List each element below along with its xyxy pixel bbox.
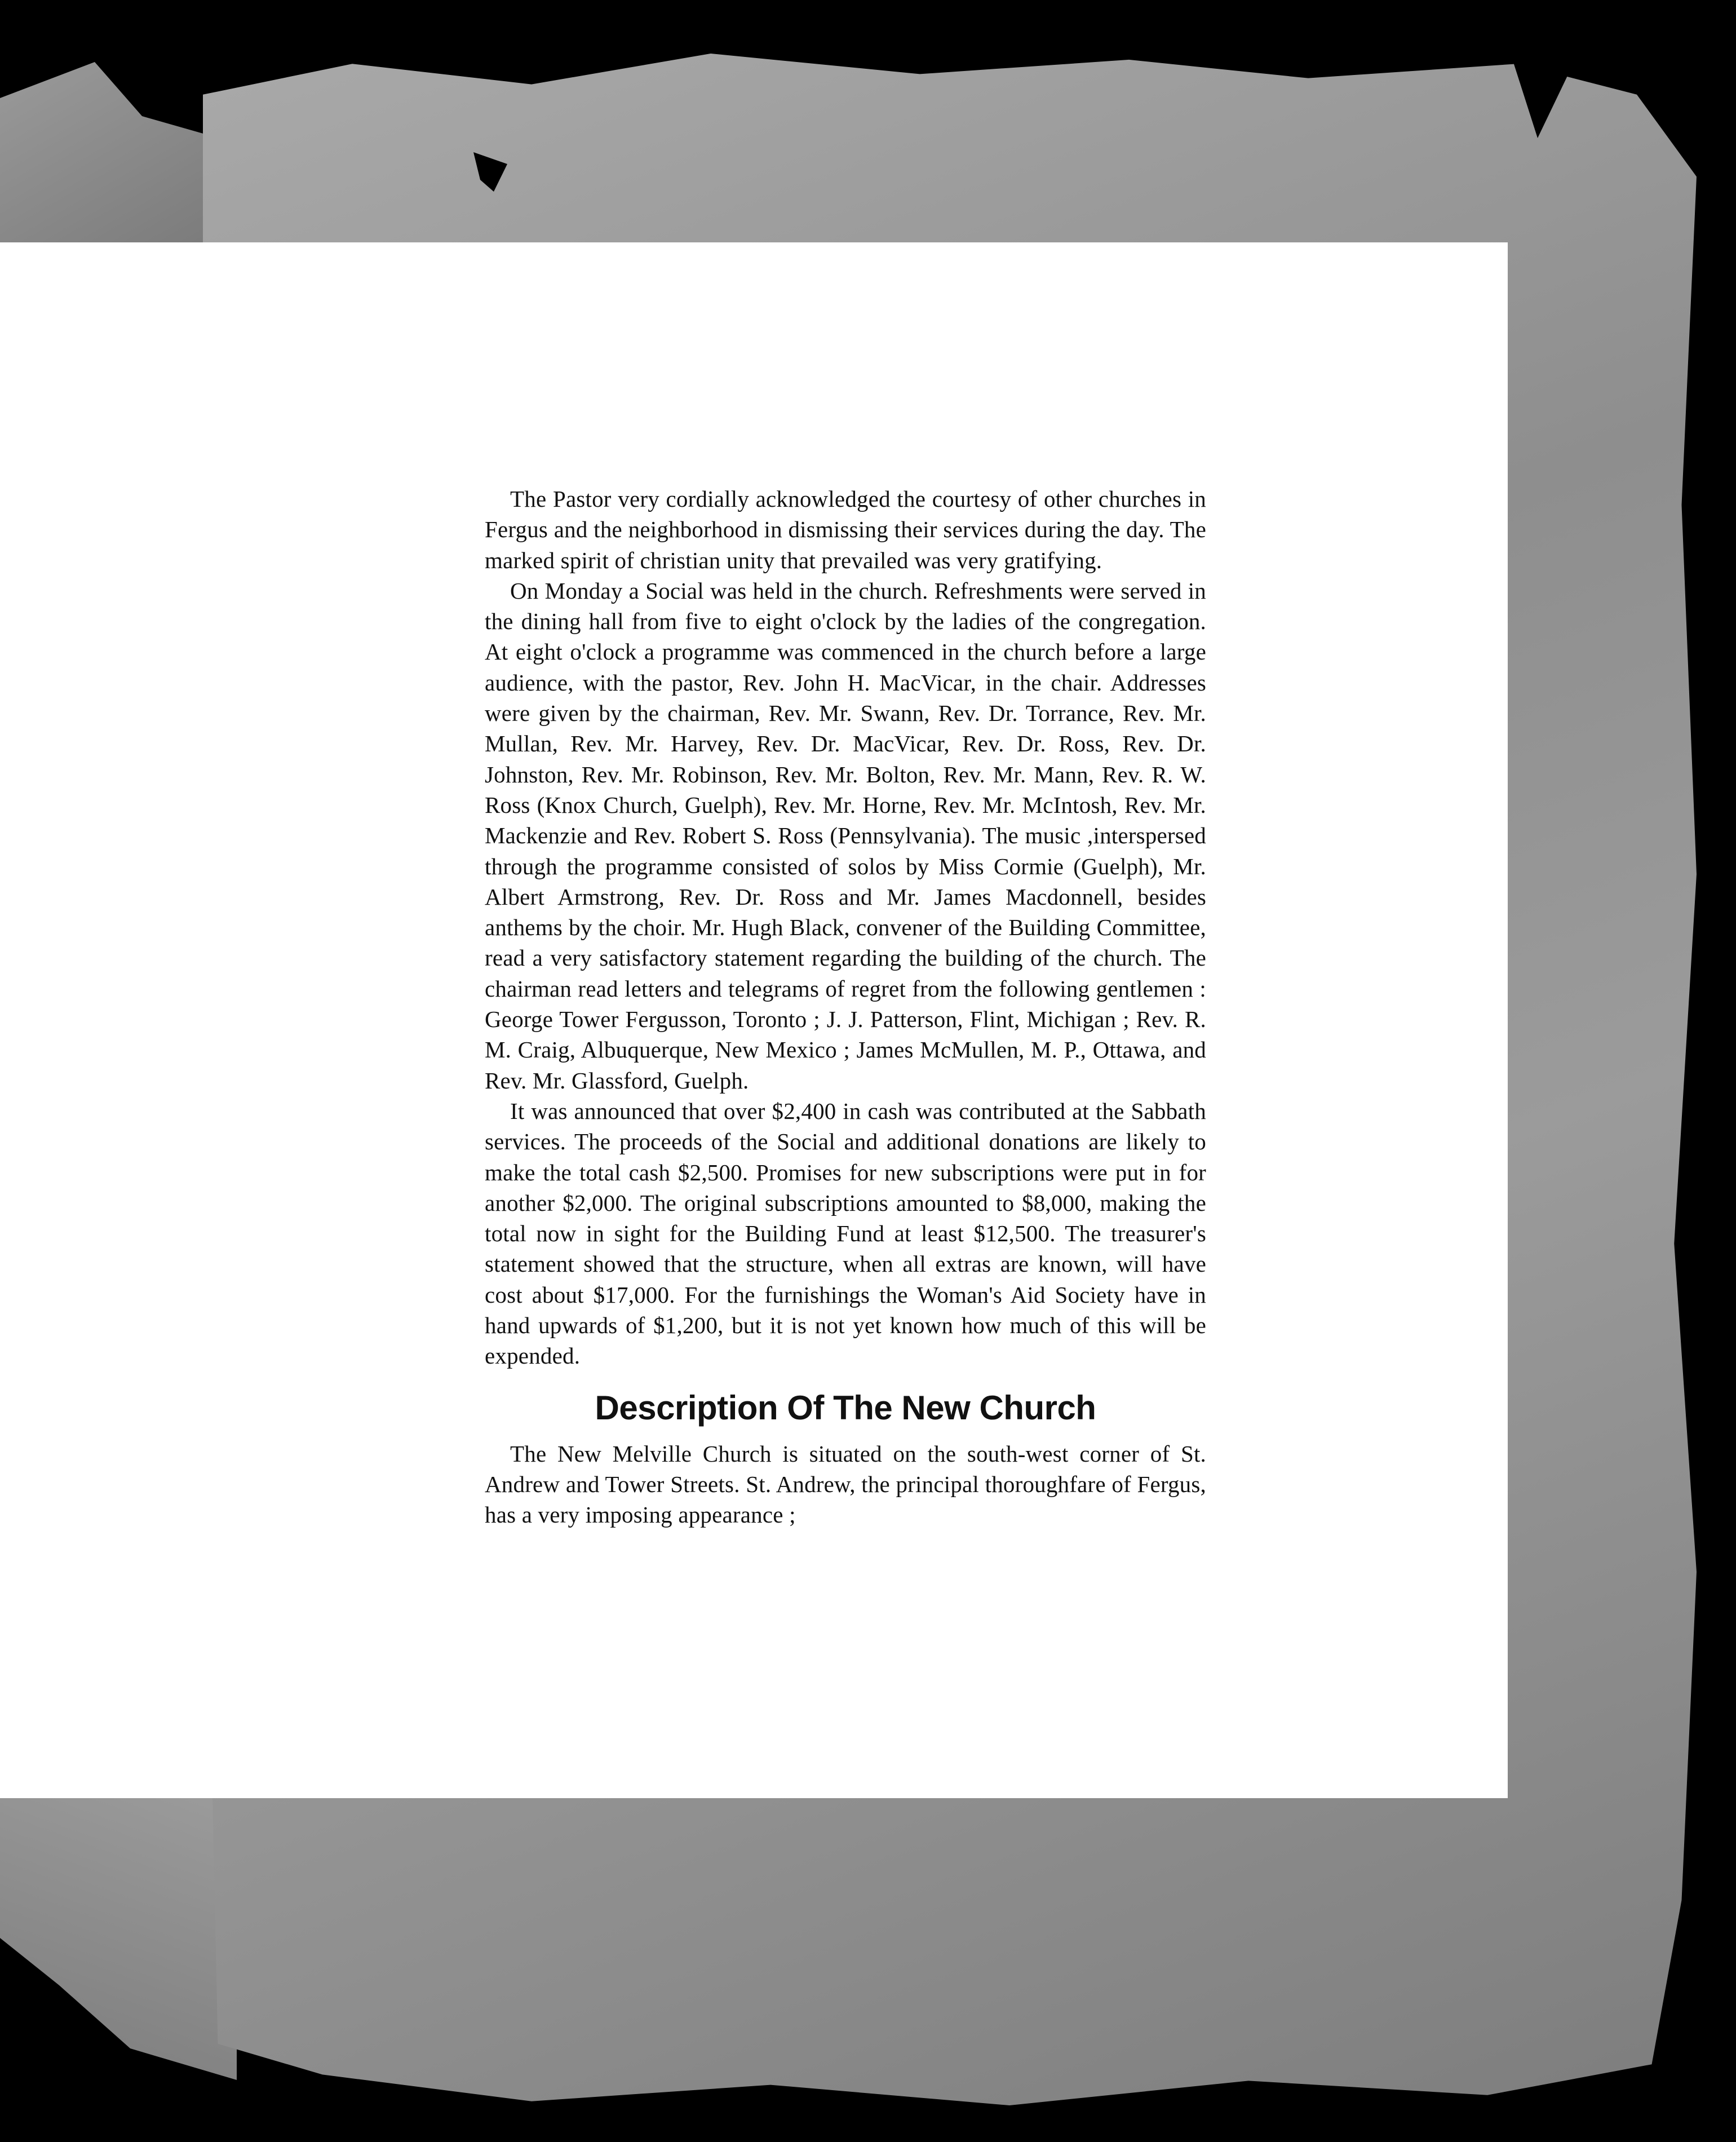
backing-board-left-flap: [0, 62, 237, 242]
backing-board-left-bottom: [0, 1764, 237, 2080]
document-text: [485, 484, 1206, 1530]
section-heading: Description Of The New Church: [595, 1388, 1096, 1427]
paragraph-pastor-acknowledgement: The Pastor very cordially acknowledged the courtesy of other churches in Fergus and the neighborhood in dismissing their services during the day. The marked spirit of christian unity that prevailed was very gratifying.: [485, 486, 1206, 573]
paragraph-building-fund: It was announced that over $2,400 in cash was contributed at the Sabbath services. The proceeds of the Social and additional donations are likely to make the total cash $2,500. Promises for new subscriptions were put in for another $2,000. The original subscriptions amounted to $8,000, making the total now in sight for the Building Fund at least $12,500. The treasurer's statement showed that the structure, when all extras are known, will have cost about $17,000. For the furnishings the Woman's Aid Society have in hand upwards of $1,200, but it is not yet known how much of this will be expended.: [485, 1097, 1206, 1369]
paragraph-monday-social: On Monday a Social was held in the church. Refreshments were served in the dining hall from five to eight o'clock by the ladies of the congregation. At eight o'clock a programme was commenced in the church before a large audience, with the pastor, Rev. John H. MacVicar, in the chair. Addresses were given by the chairman, Rev. Mr. Swann, Rev. Dr. Torrance, Rev. Mr. Mullan, Rev. Mr. Harvey, Rev. Dr. MacVicar, Rev. Dr. Ross, Rev. Dr. Johnston, Rev. Mr. Robinson, Rev. Mr. Bolton, Rev. Mr. Mann, Rev. R. W. Ross (Knox Church, Guelph), Rev. Mr. Horne, Rev. Mr. McIntosh, Rev. Mr. Mackenzie and Rev. Robert S. Ross (Pennsylvania). The music ,interspersed through the programme consisted of solos by Miss Cormie (Guelph), Mr. Albert Armstrong, Rev. Dr. Ross and Mr. James Macdonnell, besides anthems by the choir. Mr. Hugh Black, convener of the Building Committee, read a very satisfactory statement regarding the building of the church. The chairman read letters and telegrams of regret from the following gentlemen : George Tower Fergusson, Toronto ; J. J. Patterson, Flint, Michigan ; Rev. R. M. Craig, Albuquerque, New Mexico ; James McMullen, M. P., Ottawa, and Rev. Mr. Glassford, Guelph.: [485, 577, 1206, 1094]
paragraph-church-location: The New Melville Church is situated on the south-west corner of St. Andrew and Tower Streets. St. Andrew, the principal thoroughfare of Fergus, has a very imposing appearance ;: [485, 1440, 1206, 1528]
